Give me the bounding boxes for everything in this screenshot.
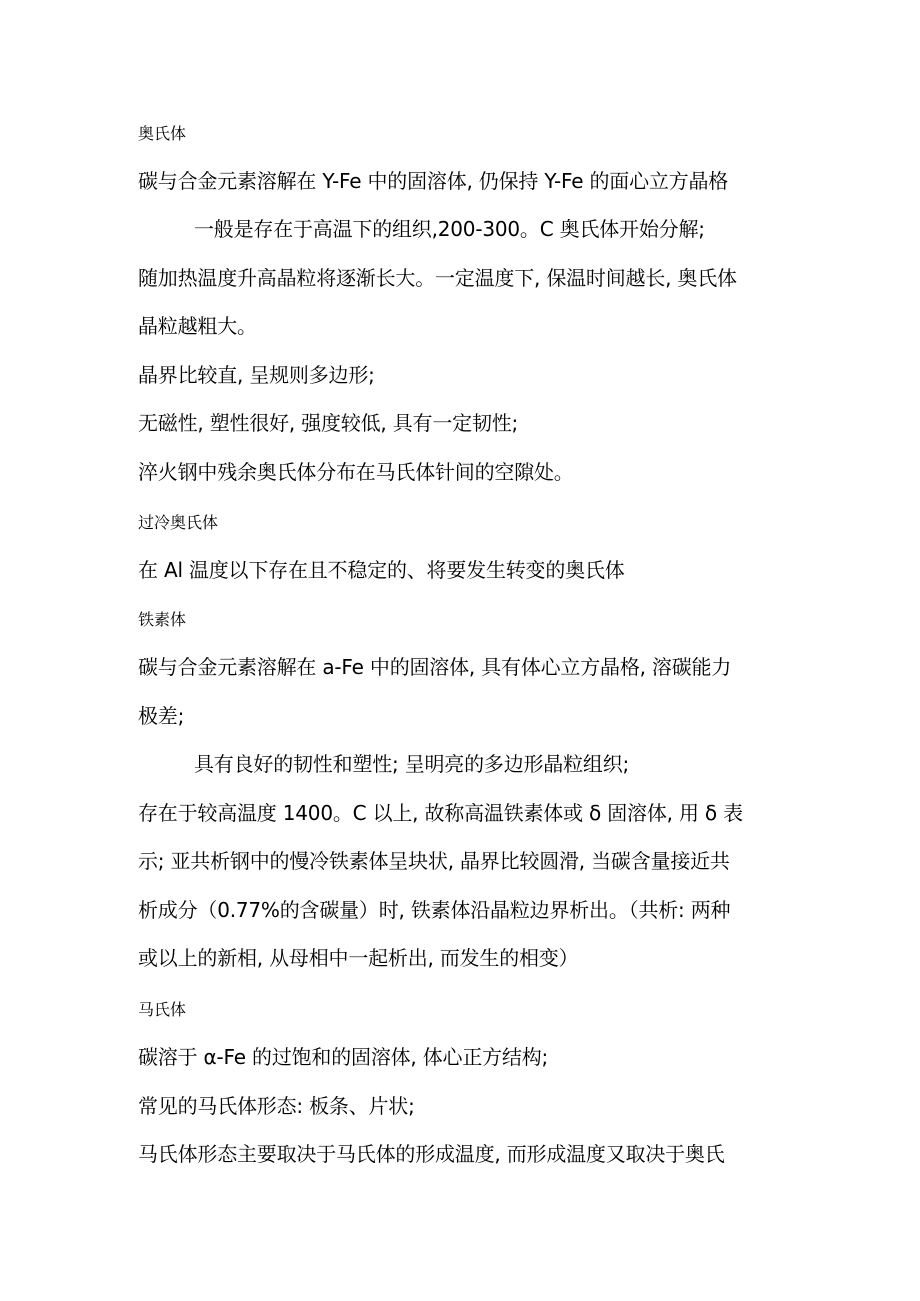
paragraph-line: 在 Al 温度以下存在且不稳定的、将要发生转变的奥氏体 <box>138 558 625 582</box>
paragraph-line: 碳溶于 α-Fe 的过饱和的固溶体, 体心正方结构; <box>138 1045 549 1069</box>
paragraph-line: 晶粒越粗大。 <box>138 314 257 338</box>
paragraph-line: 极差; <box>138 704 185 728</box>
paragraph-line: 无磁性, 塑性很好, 强度较低, 具有一定韧性; <box>138 411 519 435</box>
section-heading-ferrite: 铁素体 <box>138 610 187 629</box>
paragraph-line: 碳与合金元素溶解在 a-Fe 中的固溶体, 具有体心立方晶格, 溶碳能力 <box>138 655 732 679</box>
section-heading-supercooled-austenite: 过冷奥氏体 <box>138 513 219 532</box>
section-heading-martensite: 马氏体 <box>138 1000 187 1019</box>
paragraph-line: 或以上的新相, 从母相中一起析出, 而发生的相变） <box>138 946 579 970</box>
paragraph-line: 存在于较高温度 1400。C 以上, 故称高温铁素体或 δ 固溶体, 用 δ 表 <box>138 801 743 825</box>
paragraph-line: 随加热温度升高晶粒将逐渐长大。一定温度下, 保温时间越长, 奥氏体 <box>138 266 737 290</box>
paragraph-line: 示; 亚共析钢中的慢冷铁素体呈块状, 晶界比较圆滑, 当碳含量接近共 <box>138 849 730 873</box>
paragraph-line: 马氏体形态主要取决于马氏体的形成温度, 而形成温度又取决于奥氏 <box>138 1142 725 1166</box>
paragraph-line: 常见的马氏体形态: 板条、片状; <box>138 1094 415 1118</box>
paragraph-line: 一般是存在于高温下的组织,200-300。C 奥氏体开始分解; <box>194 217 705 241</box>
paragraph-line: 析成分（0.77%的含碳量）时, 铁素体沿晶粒边界析出。（共析: 两种 <box>138 898 731 922</box>
paragraph-line: 碳与合金元素溶解在 Y-Fe 中的固溶体, 仍保持 Y-Fe 的面心立方晶格 <box>138 169 729 193</box>
paragraph-line: 淬火钢中残余奥氏体分布在马氏体针间的空隙处。 <box>138 460 574 484</box>
paragraph-line: 晶界比较直, 呈规则多边形; <box>138 363 375 387</box>
section-heading-austenite: 奥氏体 <box>138 124 187 143</box>
paragraph-line: 具有良好的韧性和塑性; 呈明亮的多边形晶粒组织; <box>194 752 630 776</box>
